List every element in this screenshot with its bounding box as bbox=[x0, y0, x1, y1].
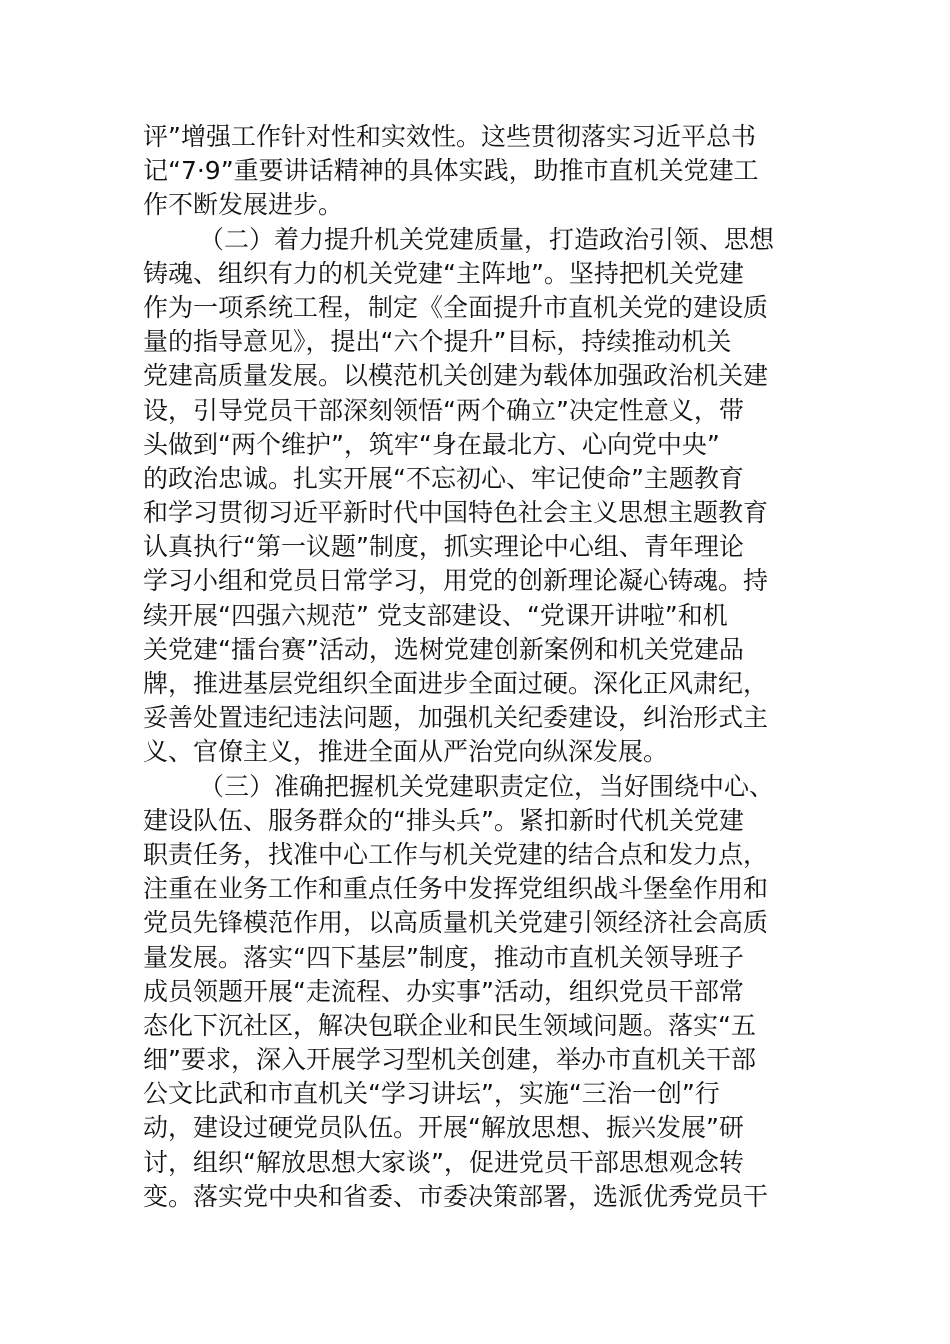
text-line: 职责任务，找准中心工作与机关党建的结合点和发力点， bbox=[143, 839, 769, 869]
text-line: 公文比武和市直机关“学习讲坛”，实施“三治一创”行 bbox=[143, 1079, 720, 1109]
text-line: 关党建“擂台赛”活动，选树党建创新案例和机关党建品 bbox=[143, 634, 744, 664]
text-line: 学习小组和党员日常学习，用党的创新理论凝心铸魂。持 bbox=[143, 566, 769, 596]
text-line: 的政治忠诚。扎实开展“不忘初心、牢记使命”主题教育 bbox=[143, 463, 744, 493]
text-line: 妥善处置违纪违法问题，加强机关纪委建设，纠治形式主 bbox=[143, 703, 769, 733]
section-heading-line: （二）着力提升机关党建质量，打造政治引领、思想 bbox=[199, 224, 775, 254]
text-line: 讨，组织“解放思想大家谈”，促进党员干部思想观念转 bbox=[143, 1147, 744, 1177]
text-line: 铸魂、组织有力的机关党建“主阵地”。坚持把机关党建 bbox=[143, 258, 744, 288]
text-line: 成员领题开展“走流程、办实事”活动，组织党员干部常 bbox=[143, 976, 744, 1006]
text-line: 细”要求，深入开展学习型机关创建，举办市直机关干部 bbox=[143, 1045, 756, 1075]
document-body bbox=[143, 120, 808, 1214]
text-line: 认真执行“第一议题”制度，抓实理论中心组、青年理论 bbox=[143, 532, 744, 562]
text-line: 党员先锋模范作用，以高质量机关党建引领经济社会高质 bbox=[143, 908, 769, 938]
text-line: 注重在业务工作和重点任务中发挥党组织战斗堡垒作用和 bbox=[143, 874, 769, 904]
text-line: 变。落实党中央和省委、市委决策部署，选派优秀党员干 bbox=[143, 1181, 769, 1211]
text-line: 党建高质量发展。以模范机关创建为载体加强政治机关建 bbox=[143, 361, 769, 391]
text-line: 续开展“四强六规范” 党支部建设、“党课开讲啦”和机 bbox=[143, 600, 728, 630]
text-line: 记“7·9”重要讲话精神的具体实践，助推市直机关党建工 bbox=[143, 156, 759, 186]
text-line: 作为一项系统工程，制定《全面提升市直机关党的建设质 bbox=[143, 292, 769, 322]
text-line: 和学习贯彻习近平新时代中国特色社会主义思想主题教育 bbox=[143, 498, 769, 528]
text-line: 义、官僚主义，推进全面从严治党向纵深发展。 bbox=[143, 737, 669, 767]
text-line: 建设队伍、服务群众的“排头兵”。紧扣新时代机关党建 bbox=[143, 805, 744, 835]
text-line: 量发展。落实“四下基层”制度，推动市直机关领导班子 bbox=[143, 942, 744, 972]
text-line: 作不断发展进步。 bbox=[143, 190, 344, 220]
text-line: 牌，推进基层党组织全面进步全面过硬。深化正风肃纪， bbox=[143, 669, 769, 698]
text-line: 量的指导意见》，提出“六个提升”目标，持续推动机关 bbox=[143, 327, 732, 357]
text-line: 设，引导党员干部深刻领悟“两个确立”决定性意义，带 bbox=[143, 395, 744, 425]
section-heading-line: （三）准确把握机关党建职责定位，当好围绕中心、 bbox=[199, 771, 775, 801]
text-line: 头做到“两个维护”，筑牢“身在最北方、心向党中央” bbox=[143, 429, 720, 459]
text-line: 动，建设过硬党员队伍。开展“解放思想、振兴发展”研 bbox=[143, 1113, 744, 1143]
text-line: 评”增强工作针对性和实效性。这些贯彻落实习近平总书 bbox=[143, 122, 756, 151]
text-line: 态化下沉社区，解决包联企业和民生领域问题。落实“五 bbox=[143, 1010, 756, 1040]
